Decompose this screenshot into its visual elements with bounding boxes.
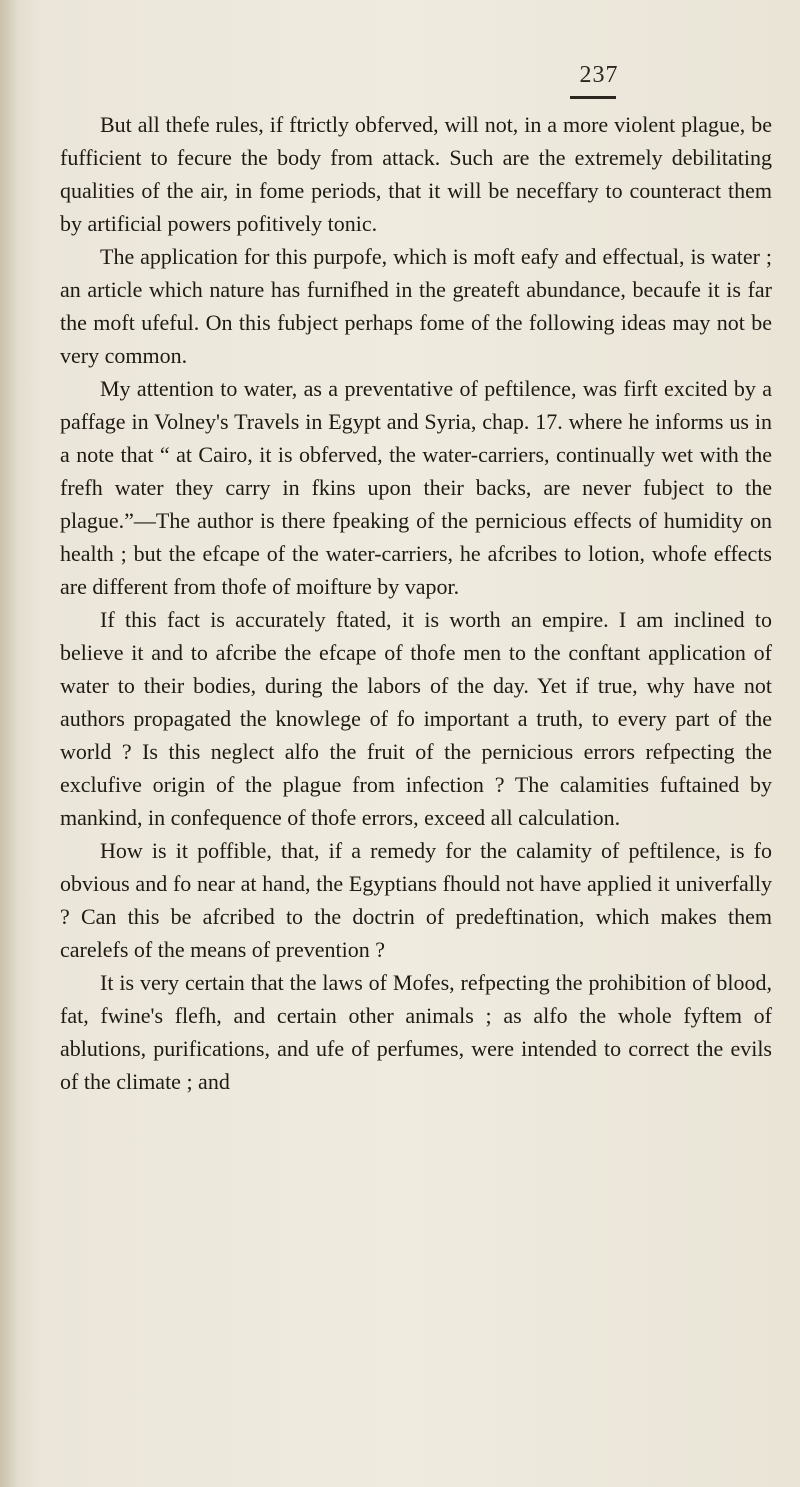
- paragraph-1: But all thefe rules, if ftrictly obferved, will not, in a more violent plague, be fufficient to fecure the body from attack. Such are the extremely debilitating qualities of the air, in fome periods, that it will be neceffary to counteract them by artificial powers pofitively tonic.: [60, 112, 772, 236]
- paragraph-6: It is very certain that the laws of Mofes, refpecting the prohibition of blood, fat, fwine's flefh, and certain other animals ; as alfo the whole fyftem of ablutions, purifications, and ufe of perfumes, were intended to correct the evils of the climate ; and: [60, 970, 772, 1094]
- paragraph-3: My attention to water, as a preventative of peftilence, was firft excited by a paffage in Volney's Travels in Egypt and Syria, chap. 17. where he informs us in a note that “ at Cairo, it is obferved, the water-carriers, continually wet with the frefh water they carry in fkins upon their backs, are never fubject to the plague.”—The author is there fpeaking of the pernicious effects of humidity on health ; but the efcape of the water-carriers, he afcribes to lotion, whofe effects are different from thofe of moifture by vapor.: [60, 376, 772, 599]
- page-number: 237: [579, 62, 619, 88]
- page-number-rule: [570, 96, 616, 99]
- paragraph-5: How is it poffible, that, if a remedy for the calamity of peftilence, is fo obvious and fo near at hand, the Egyptians fhould not have applied it univerfally ? Can this be afcribed to the doctrin of predeftination, which makes them carelefs of the means of prevention ?: [60, 838, 772, 962]
- paragraph-2: The application for this purpofe, which is moft eafy and effectual, is water ; an article which nature has furnifhed in the greateft abundance, becaufe it is far the moft ufeful. On this fubject perhaps fome of the following ideas may not be very common.: [60, 244, 772, 368]
- body-text: [60, 108, 772, 1098]
- paragraph-4: If this fact is accurately ftated, it is worth an empire. I am inclined to believe it and to afcribe the efcape of thofe men to the conftant application of water to their bodies, during the labors of the day. Yet if true, why have not authors propagated the knowlege of fo important a truth, to every part of the world ? Is this neglect alfo the fruit of the pernicious errors refpecting the exclufive origin of the plague from infection ? The calamities fuftained by mankind, in confequence of thofe errors, exceed all calculation.: [60, 607, 772, 830]
- binding-shadow: [0, 0, 18, 1487]
